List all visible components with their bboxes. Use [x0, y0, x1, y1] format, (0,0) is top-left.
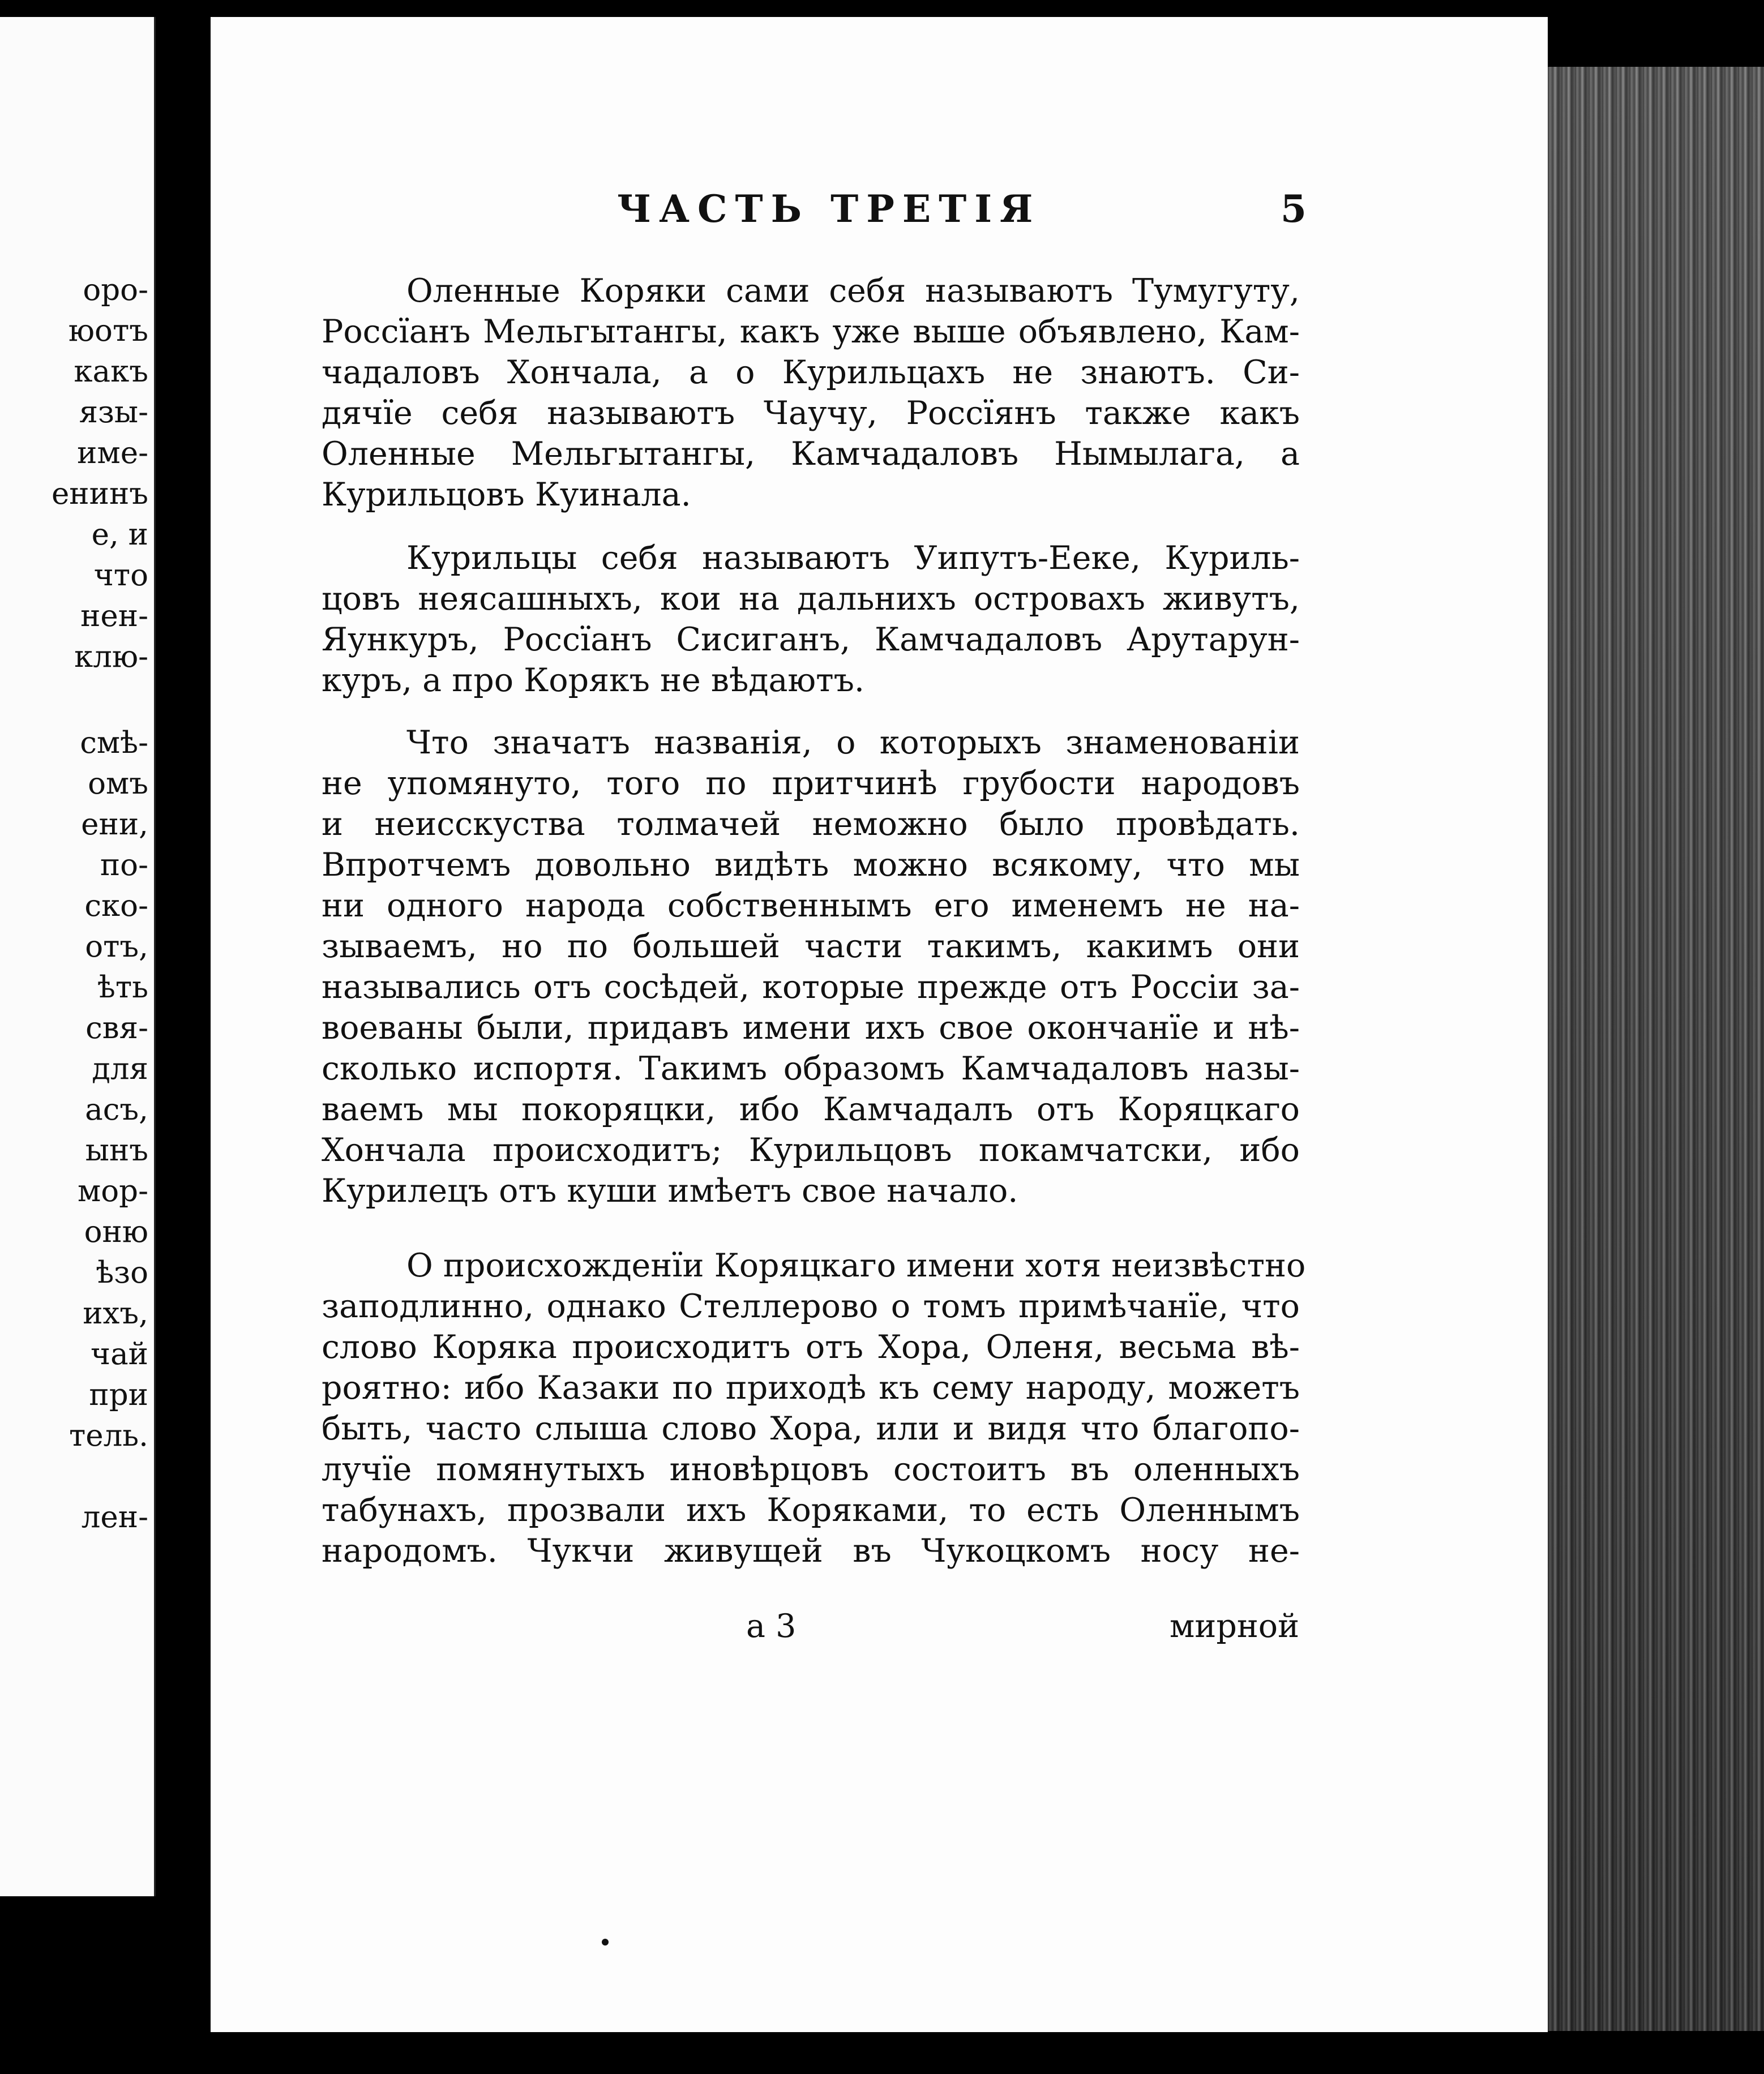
running-head: ЧАСТЬ ТРЕТІЯ [617, 187, 1041, 231]
left-page-fragment: язы- [79, 395, 148, 430]
text-line: Курильцовъ Куинала. [322, 476, 691, 513]
text-line: Что значатъ названія, о которыхъ знаменованіи [406, 724, 1300, 761]
catchword: мирной [1170, 1608, 1300, 1645]
signature-mark: а 3 [746, 1608, 797, 1645]
text-line: ни одного народа собственнымъ его именемъ не на- [322, 887, 1300, 924]
left-page-fragment: клю- [74, 640, 148, 674]
text-line: Курильцы себя называютъ Уипутъ-Ееке, Куриль- [406, 539, 1300, 577]
left-page-fragment: свя- [85, 1011, 148, 1045]
text-line: быть, часто слыша слово Хора, или и видя что благопо- [322, 1410, 1300, 1447]
facing-page-left [0, 17, 156, 1896]
left-page-fragment: омъ [88, 766, 148, 801]
left-page-fragment: нен- [80, 599, 148, 633]
text-line: Яункуръ, Россїанъ Сисиганъ, Камчадаловъ Арутарун- [322, 621, 1300, 658]
text-line: слово Коряка происходитъ отъ Хора, Оленя, весьма вѣ- [322, 1329, 1300, 1366]
text-line: сколько испортя. Такимъ образомъ Камчадаловъ назы- [322, 1050, 1300, 1087]
text-line: зываемъ, но по большей части такимъ, какимъ они [322, 928, 1300, 965]
left-page-fragment: ѣть [97, 970, 148, 1005]
text-line: чадаловъ Хончала, а о Курильцахъ не знаютъ. Си- [322, 354, 1300, 391]
left-page-fragment: мор- [78, 1174, 148, 1209]
left-page-fragment: ихъ, [83, 1296, 148, 1331]
left-page-fragment: енинъ [51, 477, 148, 511]
text-line: Оленные Мельгытангы, Камчадаловъ Нымылага, а [322, 435, 1300, 473]
text-line: назывались отъ сосѣдей, которые прежде отъ Россіи за- [322, 969, 1300, 1006]
left-page-fragment: ынъ [85, 1133, 148, 1168]
left-page-fragment: по- [100, 848, 148, 882]
text-line: Россїанъ Мельгытангы, какъ уже выше объявлено, Кам- [322, 313, 1300, 350]
text-line: О происхожденїи Коряцкаго имени хотя неизвѣстно [406, 1247, 1306, 1284]
text-line: Впротчемъ довольно видѣть можно всякому, что мы [322, 846, 1300, 884]
text-line: заподлинно, однако Стеллерово о томъ примѣчанїе, что [322, 1288, 1300, 1325]
left-page-fragment: что [93, 558, 148, 593]
text-line: Курилецъ отъ куши имѣетъ свое начало. [322, 1172, 1018, 1210]
text-line: Оленные Коряки сами себя называютъ Тумугуту, [406, 272, 1300, 310]
left-page-fragment: для [92, 1052, 148, 1086]
left-page-fragment: име- [77, 436, 148, 470]
text-line: народомъ. Чукчи живущей въ Чукоцкомъ носу не- [322, 1532, 1300, 1570]
left-page-fragment: чай [91, 1337, 148, 1372]
left-page-fragment: е, и [91, 517, 148, 552]
left-page-fragment: какъ [74, 354, 148, 389]
left-page-fragment: при [89, 1378, 148, 1412]
text-line: табунахъ, прозвали ихъ Коряками, то есть Оленнымъ [322, 1492, 1300, 1529]
left-page-fragment: ско- [84, 889, 148, 923]
left-page-fragment: ѣзо [96, 1255, 148, 1290]
text-line: цовъ неясашныхъ, кои на дальнихъ островахъ живутъ, [322, 580, 1300, 618]
text-line: дячїе себя называютъ Чаучу, Россїянъ также какъ [322, 395, 1300, 432]
left-page-fragment: оню [84, 1215, 148, 1249]
left-page-fragment: оро- [83, 273, 148, 307]
text-line: и неисскуства толмачей неможно было провѣдать. [322, 805, 1300, 843]
text-line: воеваны были, придавъ имени ихъ свое окончанїе и нѣ- [322, 1009, 1300, 1047]
text-line: Хончала происходитъ; Курильцовъ покамчатски, ибо [322, 1132, 1300, 1169]
left-page-fragment: смѣ- [80, 726, 148, 760]
text-line: куръ, а про Корякъ не вѣдаютъ. [322, 662, 864, 699]
text-line: не упомянуто, того по притчинѣ грубости народовъ [322, 765, 1300, 802]
book-edge-texture [1548, 67, 1764, 2031]
page-number: 5 [1281, 187, 1307, 231]
left-page-fragment: отъ, [85, 929, 148, 964]
page-speck [602, 1939, 609, 1946]
text-line: лучїе помянутыхъ иновѣрцовъ состоитъ въ оленныхъ [322, 1451, 1300, 1488]
text-line: ваемъ мы покоряцки, ибо Камчадалъ отъ Коряцкаго [322, 1091, 1300, 1128]
text-line: роятно: ибо Казаки по приходѣ къ сему народу, можетъ [322, 1369, 1300, 1407]
left-page-fragment: лен- [81, 1500, 148, 1535]
left-page-fragment: юотъ [68, 314, 148, 348]
left-page-fragment: асъ, [85, 1092, 148, 1127]
left-page-fragment: тель. [68, 1419, 148, 1453]
left-page-fragment: ени, [81, 807, 148, 842]
